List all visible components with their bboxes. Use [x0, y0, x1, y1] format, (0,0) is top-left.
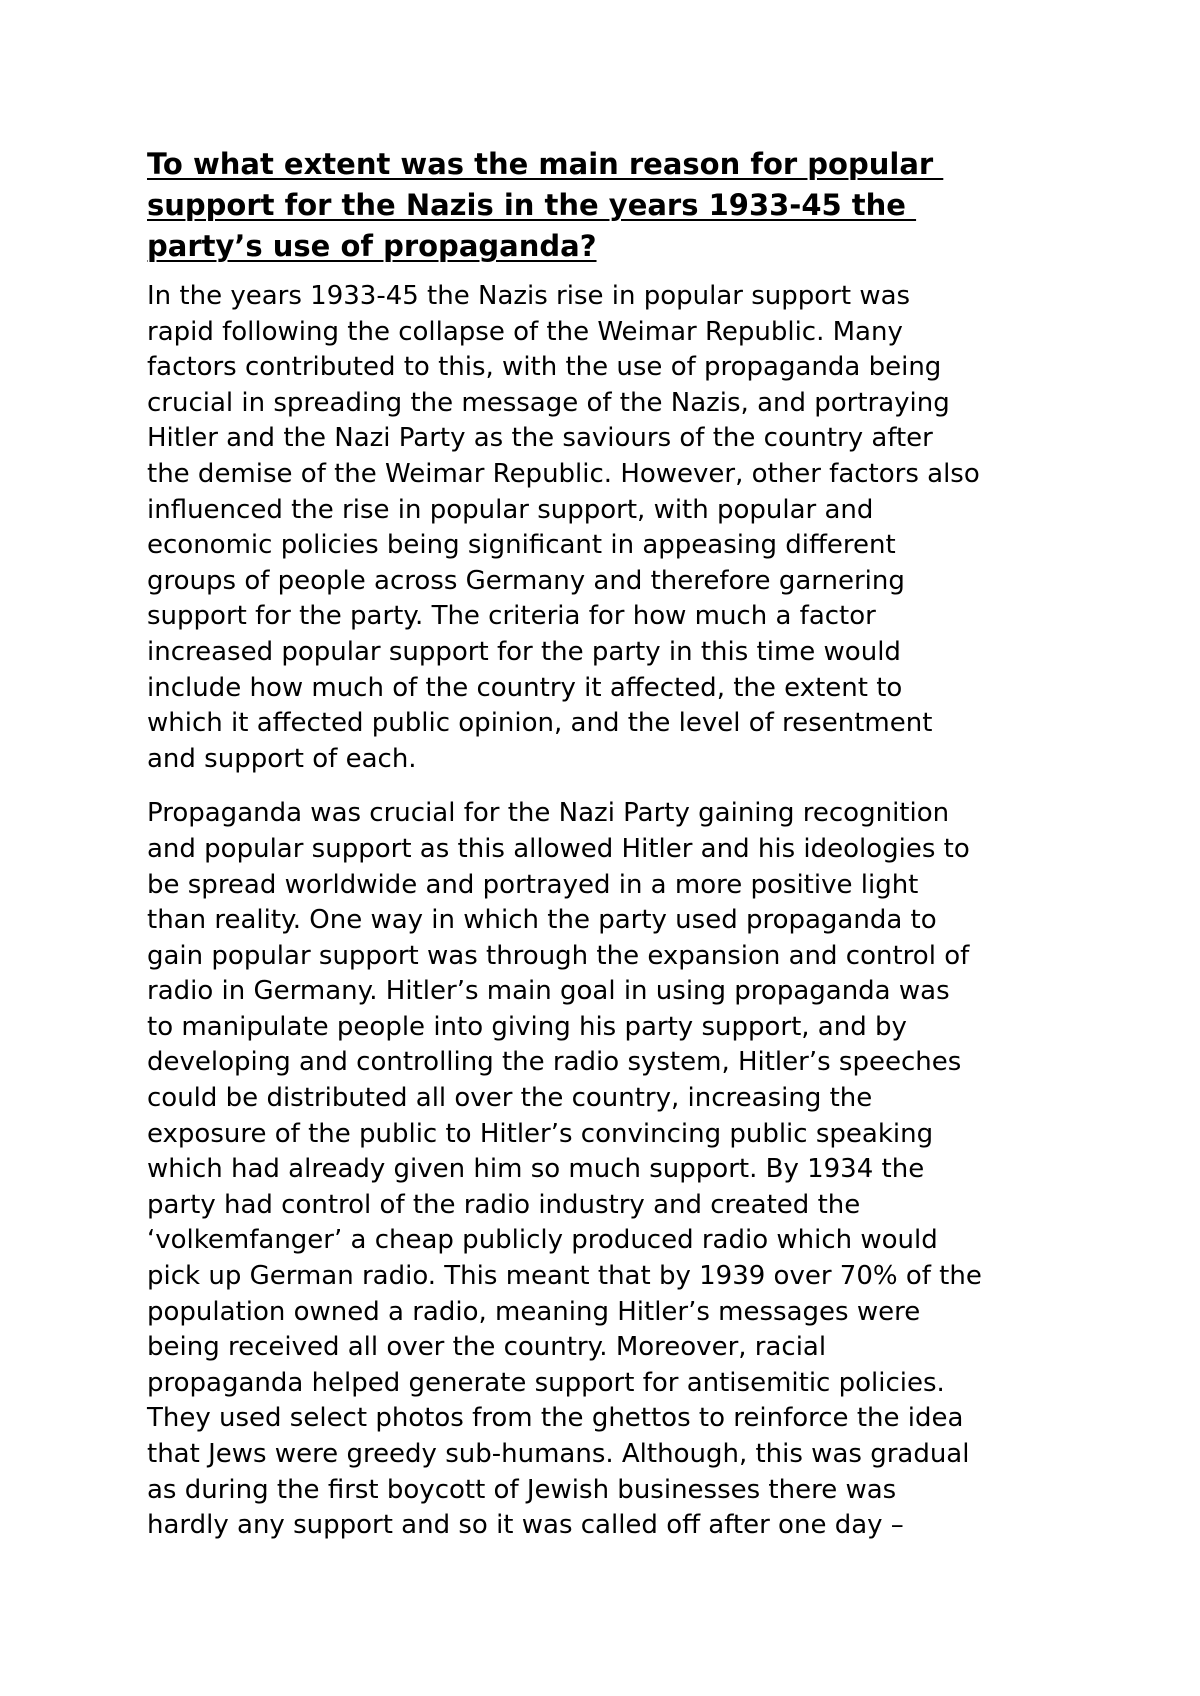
paragraph-introduction: In the years 1933-45 the Nazis rise in popular support was rapid following the collapse of the Weimar Republic. Many factors contributed to this, with the use of propaganda being crucial in spreading the message of the Nazis, and portraying Hitler and the Nazi Party as the saviours of the country after the demise of the Weimar Republic. However, other factors also influenced the rise in popular support, with popular and economic policies being significant in appeasing different groups of people across Germany and therefore garnering support for the party. The criteria for how much a factor increased popular support for the party in this time would include how much of the country it affected, the extent to which it affected public opinion, and the level of resentment and support of each.	[147, 281, 980, 774]
essay-title: To what extent was the main reason for popular support for the Nazis in the years 1933-45 the party’s use of propaganda?	[147, 147, 934, 263]
paragraph-propaganda: Propaganda was crucial for the Nazi Party gaining recognition and popular support as this allowed Hitler and his ideologies to be spread worldwide and portrayed in a more positive light than reality. One way in which the party used propaganda to gain popular support was through the expansion and control of radio in Germany. Hitler’s main goal in using propaganda was to manipulate people into giving his party support, and by developing and controlling the radio system, Hitler’s speeches could be distributed all over the country, increasing the exposure of the public to Hitler’s convincing public speaking which had already given him so much support. By 1934 the party had control of the radio industry and created the ‘volkemfanger’ a cheap publicly produced radio which would pick up German radio. This meant that by 1939 over 70% of the population owned a radio, meaning Hitler’s messages were being received all over the country. Moreover, racial propaganda helped generate support for antisemitic policies. They used select photos from the ghettos to reinforce the idea that Jews were greedy sub-humans. Although, this was gradual as during the first boycott of Jewish businesses there was hardly any support and so it was called off after one day –	[147, 798, 982, 1541]
document-body	[147, 144, 1077, 1563]
